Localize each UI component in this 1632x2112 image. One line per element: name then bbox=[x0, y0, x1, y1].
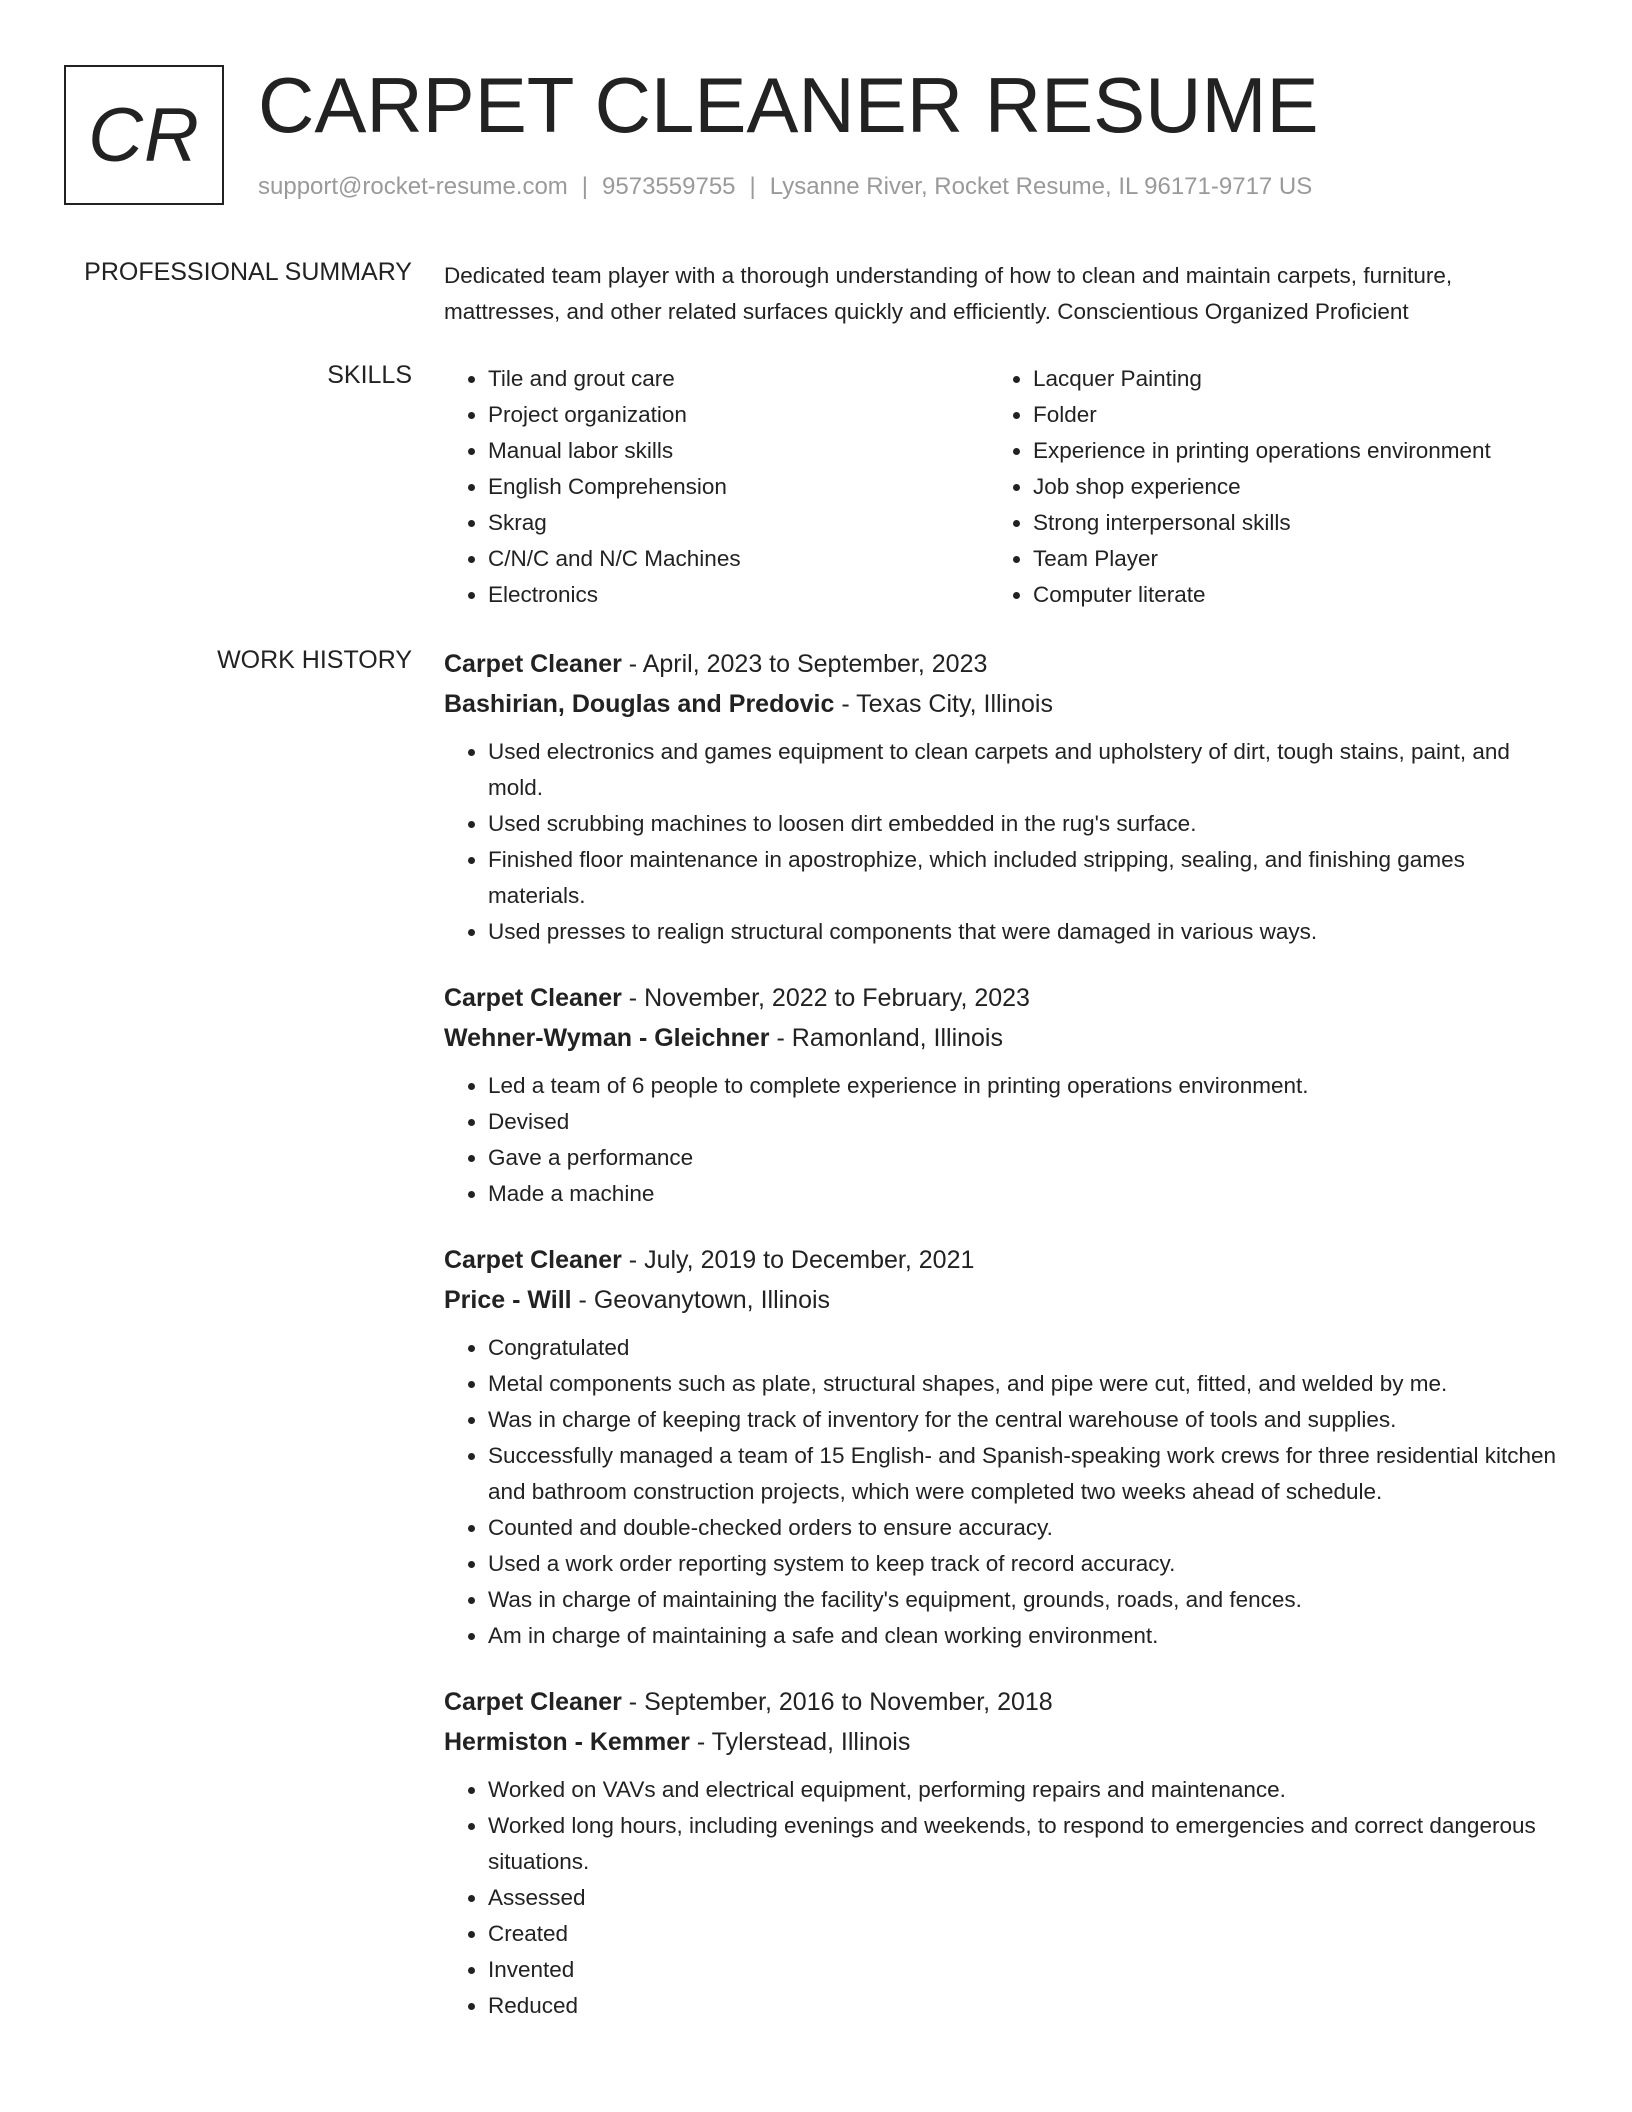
job-title-line bbox=[444, 1682, 1564, 1722]
job-company: Price - Will bbox=[444, 1286, 572, 1314]
job-title: Carpet Cleaner bbox=[444, 1246, 622, 1274]
job-entry bbox=[444, 1682, 1564, 2024]
list-item: • Job shop experience bbox=[1033, 469, 1529, 505]
job-title-line bbox=[444, 978, 1564, 1018]
job-location: Ramonland, Illinois bbox=[791, 1024, 1003, 1052]
job-company: Wehner-Wyman - Gleichner bbox=[444, 1024, 770, 1052]
list-item: • Project organization bbox=[488, 397, 984, 433]
resume-header bbox=[64, 61, 1564, 225]
list-item: • Finished floor maintenance in apostrophize, which included stripping, sealing, and finishing games materials. bbox=[488, 842, 1564, 914]
job-company-line bbox=[444, 1722, 1564, 1762]
list-item: • Electronics bbox=[488, 577, 984, 613]
job-title-line bbox=[444, 644, 1564, 684]
list-item: • Worked on VAVs and electrical equipment, performing repairs and maintenance. bbox=[488, 1772, 1564, 1808]
dash: - bbox=[571, 1286, 594, 1314]
job-company-line bbox=[444, 1018, 1564, 1058]
skills-column-left bbox=[444, 361, 984, 613]
job-company: Hermiston - Kemmer bbox=[444, 1728, 690, 1756]
skills-heading: SKILLS bbox=[327, 361, 412, 389]
resume-title: CARPET CLEANER RESUME bbox=[258, 61, 1319, 149]
job-dates: September, 2016 to November, 2018 bbox=[644, 1688, 1053, 1716]
list-item: • Used presses to realign structural components that were damaged in various ways. bbox=[488, 914, 1564, 950]
list-item: • Assessed bbox=[488, 1880, 1564, 1916]
skills-list bbox=[444, 361, 984, 613]
job-entry bbox=[444, 644, 1564, 950]
list-item: • Led a team of 6 people to complete experience in printing operations environment. bbox=[488, 1068, 1564, 1104]
list-item: • Metal components such as plate, structural shapes, and pipe were cut, fitted, and welded by me. bbox=[488, 1366, 1564, 1402]
dash: - bbox=[769, 1024, 792, 1052]
job-location: Tylerstead, Illinois bbox=[711, 1728, 911, 1756]
skills-body bbox=[444, 361, 1564, 621]
job-company-line bbox=[444, 1280, 1564, 1320]
list-item: • Am in charge of maintaining a safe and clean working environment. bbox=[488, 1618, 1564, 1654]
list-item: • Was in charge of keeping track of inventory for the central warehouse of tools and supplies. bbox=[488, 1402, 1564, 1438]
contact-line bbox=[258, 173, 1312, 201]
contact-address: Lysanne River, Rocket Resume, IL 96171-9717 US bbox=[769, 173, 1313, 200]
job-location: Texas City, Illinois bbox=[856, 690, 1053, 718]
job-dates: November, 2022 to February, 2023 bbox=[644, 984, 1030, 1012]
dash: - bbox=[621, 650, 643, 678]
summary-heading: PROFESSIONAL SUMMARY bbox=[84, 258, 412, 286]
job-company-line bbox=[444, 684, 1564, 724]
list-item: • Reduced bbox=[488, 1988, 1564, 2024]
list-item: • Devised bbox=[488, 1104, 1564, 1140]
list-item: • Invented bbox=[488, 1952, 1564, 1988]
work-history-heading: WORK HISTORY bbox=[217, 646, 412, 674]
job-bullets bbox=[444, 1068, 1564, 1212]
job-bullets bbox=[444, 734, 1564, 950]
contact-phone: 9573559755 bbox=[602, 173, 736, 200]
list-item: • Successfully managed a team of 15 English- and Spanish-speaking work crews for three residential kitchen and bathroom construction projects, which were completed two weeks ahead of schedule. bbox=[488, 1438, 1564, 1510]
list-item: • Used scrubbing machines to loosen dirt embedded in the rug's surface. bbox=[488, 806, 1564, 842]
skills-column-right bbox=[989, 361, 1529, 613]
list-item: • Gave a performance bbox=[488, 1140, 1564, 1176]
job-entry bbox=[444, 978, 1564, 1212]
skills-list bbox=[989, 361, 1529, 613]
jobs-list bbox=[444, 644, 1564, 2052]
contact-email: support@rocket-resume.com bbox=[258, 173, 568, 200]
dash: - bbox=[621, 1246, 645, 1274]
job-bullets bbox=[444, 1772, 1564, 2024]
list-item: • C/N/C and N/C Machines bbox=[488, 541, 984, 577]
monogram-badge: CR bbox=[64, 65, 224, 205]
job-bullets bbox=[444, 1330, 1564, 1654]
list-item: • Used electronics and games equipment to clean carpets and upholstery of dirt, tough stains, paint, and mold. bbox=[488, 734, 1564, 806]
list-item: • Strong interpersonal skills bbox=[1033, 505, 1529, 541]
list-item: • Lacquer Painting bbox=[1033, 361, 1529, 397]
dash: - bbox=[621, 1688, 645, 1716]
list-item: • Team Player bbox=[1033, 541, 1529, 577]
job-entry bbox=[444, 1240, 1564, 1654]
job-dates: April, 2023 to September, 2023 bbox=[642, 650, 988, 678]
job-company: Bashirian, Douglas and Predovic bbox=[444, 690, 835, 718]
dash: - bbox=[621, 984, 645, 1012]
contact-separator: | bbox=[581, 173, 589, 200]
list-item: • English Comprehension bbox=[488, 469, 984, 505]
list-item: • Counted and double-checked orders to ensure accuracy. bbox=[488, 1510, 1564, 1546]
job-title-line bbox=[444, 1240, 1564, 1280]
dash: - bbox=[834, 690, 857, 718]
job-dates: July, 2019 to December, 2021 bbox=[644, 1246, 975, 1274]
list-item: • Congratulated bbox=[488, 1330, 1564, 1366]
list-item: • Worked long hours, including evenings and weekends, to respond to emergencies and correct dangerous situations. bbox=[488, 1808, 1564, 1880]
list-item: • Was in charge of maintaining the facility's equipment, grounds, roads, and fences. bbox=[488, 1582, 1564, 1618]
list-item: • Manual labor skills bbox=[488, 433, 984, 469]
list-item: • Computer literate bbox=[1033, 577, 1529, 613]
contact-separator: | bbox=[749, 173, 756, 200]
job-location: Geovanytown, Illinois bbox=[593, 1286, 831, 1314]
dash: - bbox=[689, 1728, 712, 1756]
list-item: • Tile and grout care bbox=[488, 361, 984, 397]
list-item: • Made a machine bbox=[488, 1176, 1564, 1212]
summary-text: Dedicated team player with a thorough understanding of how to clean and maintain carpets, furniture, mattresses, and other related surfaces quickly and efficiently. Conscientious Organized Proficient bbox=[444, 263, 1453, 324]
list-item: • Folder bbox=[1033, 397, 1529, 433]
job-title: Carpet Cleaner bbox=[444, 1688, 622, 1716]
list-item: • Skrag bbox=[488, 505, 984, 541]
job-title: Carpet Cleaner bbox=[444, 650, 622, 678]
list-item: • Used a work order reporting system to keep track of record accuracy. bbox=[488, 1546, 1564, 1582]
list-item: • Experience in printing operations environment bbox=[1033, 433, 1529, 469]
job-title: Carpet Cleaner bbox=[444, 984, 622, 1012]
list-item: • Created bbox=[488, 1916, 1564, 1952]
